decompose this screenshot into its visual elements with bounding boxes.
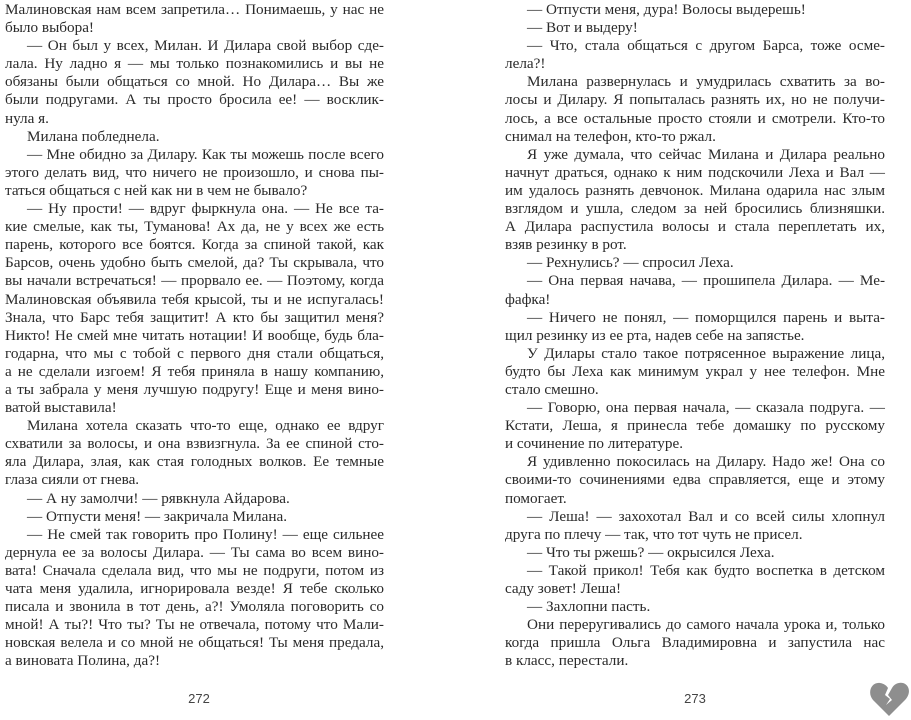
text-line: Малиновская объявила тебя крысой, ты и не испугалась!: [5, 290, 384, 308]
paragraph: [505, 598, 885, 616]
paragraph: [505, 37, 885, 73]
text-line: помогает.: [505, 489, 567, 507]
text-line: — Она первая начава, — прошипела Дилара. — Ме-: [527, 272, 885, 290]
paragraph: [5, 200, 384, 417]
paragraph: [5, 128, 384, 146]
paragraph: [505, 146, 885, 255]
text-line: чата меня удалила, игнорировала везде! Я тебе сколько: [5, 580, 384, 597]
text-line: Никто! Не смей мне читать нотации! И вообще, будь бла-: [5, 326, 384, 344]
right-page: [505, 0, 885, 720]
text-line: вы начали встречаться! — прорвало ее. — Поэтому, когда: [5, 272, 384, 290]
paragraph: [505, 254, 885, 272]
text-line: Милана развернулась и умудрилась схватить за во-: [527, 73, 885, 91]
paragraph: [505, 508, 885, 544]
text-line: У Дилары стало такое потрясенное выражение лица,: [527, 344, 885, 362]
text-line: а ты забрала у меня лучшую подругу! Еще и меня вино-: [5, 380, 384, 398]
text-line: нула я.: [5, 109, 49, 127]
text-line: новская велела и со мной не общаться! Ты меня предала,: [5, 634, 384, 652]
paragraph: [505, 399, 885, 453]
paragraph: [5, 508, 384, 526]
text-line: Малиновская нам всем запретила… Понимаешь, у нас не: [5, 1, 384, 18]
text-line: в класс, перестали.: [505, 652, 629, 670]
text-line: саду зовет! Леша!: [505, 580, 622, 597]
text-line: Я уже думала, что сейчас Милана и Дилара реально: [527, 145, 885, 163]
text-line: кие смелые, как ты, Туманова! Ах да, не у всех же есть: [5, 218, 384, 236]
text-line: — Мне обидно за Дилару. Как ты можешь после всего: [27, 145, 384, 163]
text-line: — Что ты ржешь? — окрысился Леха.: [527, 543, 775, 561]
text-line: взглядом и ушла, следом за ней бросились близняшки.: [505, 200, 885, 218]
page-number: 272: [188, 691, 210, 706]
text-line: лось, а все остальные просто стояли и смотрели. Кто-то: [505, 109, 885, 127]
page-text: [5, 1, 384, 670]
text-line: Знала, что Барс тебя защитит! А кто бы защитил меня?: [5, 308, 384, 326]
text-line: А Дилара распустила волосы и стала переплетать их,: [505, 218, 885, 236]
text-line: стало смешно.: [505, 380, 599, 398]
text-line: снимал на телефон, кто-то ржал.: [505, 127, 716, 145]
text-line: ватой выставила!: [5, 399, 117, 417]
text-line: таться общаться с ней как ни в чем не бывало?: [5, 181, 308, 199]
paragraph: [5, 417, 384, 489]
text-line: — Отпусти меня, дура! Волосы выдерешь!: [527, 1, 806, 18]
text-line: лела?!: [505, 55, 546, 73]
text-line: взяв резинку в рот.: [505, 236, 627, 254]
paragraph: [505, 544, 885, 562]
paragraph: [5, 1, 384, 37]
text-line: — Он был у всех, Милан. И Дилара свой выбор сде-: [27, 37, 384, 55]
text-line: мной! А ты?! Что ты? Ты не отвечала, потому что Мали-: [5, 616, 384, 634]
broken-heart-icon: [869, 680, 909, 718]
paragraph: [505, 272, 885, 308]
text-line: — Захлопни пасть.: [527, 598, 651, 616]
text-line: будто бы Леха как минимум украл у нее телефон. Мне: [505, 362, 885, 380]
text-line: глаза сияли от гнева.: [5, 471, 140, 489]
text-line: — Леша! — захохотал Вал и со всей силы хлопнул: [527, 507, 885, 525]
text-line: — Не смей так говорить про Полину! — еще сильнее: [27, 525, 384, 543]
text-line: Милана хотела сказать что-то еще, однако ее вдруг: [27, 417, 384, 435]
paragraph: [505, 345, 885, 399]
text-line: Милана побледнела.: [27, 127, 160, 145]
text-line: лосы и Дилару. Я попыталась разнять их, но не получи-: [505, 91, 885, 109]
text-line: парень, которого все боятся. Когда за спиной такой, как: [5, 236, 384, 254]
text-line: — Ну прости! — вдруг фыркнула она. — Не все та-: [27, 200, 384, 218]
left-page: [5, 0, 384, 720]
text-line: начнут драться, однако к ним подскочили Леха и Вал —: [505, 163, 885, 181]
text-line: — Вот и выдеру!: [527, 19, 638, 37]
page-text: [505, 1, 885, 670]
text-line: Они переругивались до самого начала урока и, только: [527, 616, 885, 634]
text-line: лала. Ну ладно я — мы только познакомились и вы не: [5, 55, 384, 73]
paragraph: [505, 73, 885, 145]
text-line: обязаны были общаться со мной. Но Дилара… Вы же: [5, 73, 384, 91]
text-line: было выбора!: [5, 19, 94, 37]
text-line: когда пришла Ольга Владимировна и запустила нас: [505, 634, 885, 652]
text-line: — Ничего не понял, — поморщился парень и выта-: [527, 308, 885, 326]
text-line: годарна, что мы с тобой с первого дня стали общаться,: [5, 344, 384, 362]
text-line: — Такой прикол! Тебя как будто воспетка в детском: [527, 561, 885, 579]
paragraph: [505, 19, 885, 37]
paragraph: [505, 453, 885, 507]
text-line: щил резинку из ее рта, надев себе на запястье.: [505, 326, 805, 344]
text-line: им удалось разнять девчонок. Милана одарила нас злым: [505, 181, 885, 199]
text-line: фафка!: [505, 290, 551, 308]
text-line: вата! Сначала сделала вид, что мы не подруги, потом из: [5, 561, 384, 579]
text-line: и сочинение по литературе.: [505, 435, 683, 453]
text-line: писала и звонила в тот день, а?! Умоляла поговорить со: [5, 598, 384, 616]
text-line: а виновата Полина, да?!: [5, 652, 161, 670]
text-line: — А ну замолчи! — рявкнула Айдарова.: [27, 489, 290, 507]
paragraph: [5, 37, 384, 127]
text-line: этого делать вид, что ничего не произошло, и снова пы-: [5, 163, 384, 181]
text-line: — Рехнулись? — спросил Леха.: [527, 254, 734, 272]
text-line: своими-то сочинениями едва справляется, еще и этому: [505, 471, 885, 489]
paragraph: [505, 309, 885, 345]
paragraph: [5, 526, 384, 671]
paragraph: [5, 146, 384, 200]
paragraph: [5, 490, 384, 508]
text-line: яла Дилара, злая, как стая голодных волков. Ее темные: [5, 453, 384, 471]
text-line: Барсов, очень удобно быть смелой, да? Ты скрывала, что: [5, 254, 384, 272]
paragraph: [505, 616, 885, 670]
page-number: 273: [684, 691, 706, 706]
text-line: Кстати, Леша, я принесла тебе домашку по русскому: [505, 417, 885, 435]
text-line: друга по плечу — так, что тот чуть не присел.: [505, 525, 803, 543]
text-line: — Говорю, она первая начала, — сказала подруга. —: [527, 399, 885, 417]
text-line: были подругами. А ты просто бросила ее! — восклик-: [5, 91, 384, 109]
text-line: — Отпусти меня! — закричала Милана.: [27, 507, 288, 525]
text-line: — Что, стала общаться с другом Барса, тоже осме-: [527, 37, 885, 55]
paragraph: [505, 562, 885, 598]
paragraph: [505, 1, 885, 19]
text-line: дернула ее за волосы Дилара. — Ты сама во всем вино-: [5, 543, 384, 561]
text-line: Я удивленно покосилась на Дилару. Надо же! Она со: [527, 453, 885, 471]
text-line: схватили за волосы, и она взвизгнула. За ее спиной сто-: [5, 435, 384, 453]
text-line: а не сделали изгоем! Я тебя приняла в нашу компанию,: [5, 362, 384, 380]
